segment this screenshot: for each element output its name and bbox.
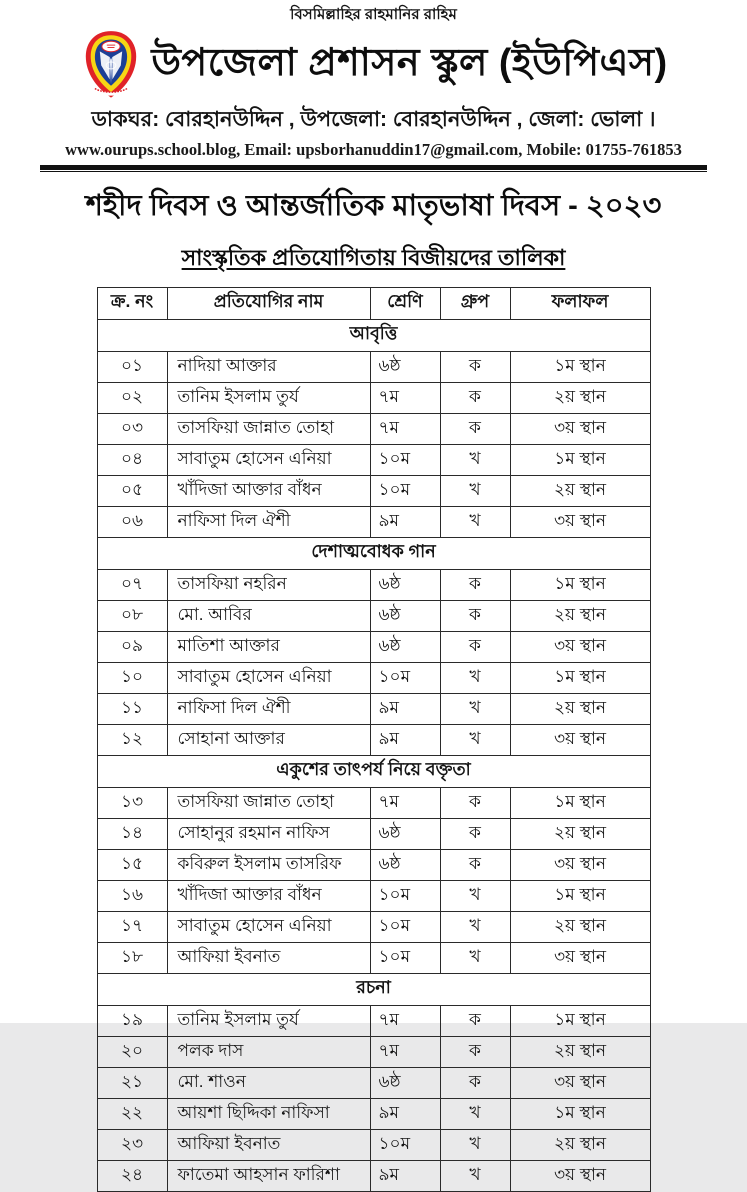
cell-class: ৭ম [370, 788, 440, 819]
cell-class: ১০ম [370, 476, 440, 507]
cell-group: ক [440, 383, 510, 414]
table-row [97, 912, 650, 943]
section-title: একুশের তাৎপর্য নিয়ে বক্তৃতা [97, 756, 650, 788]
cell-class: ৯ম [370, 1099, 440, 1130]
cell-result: ২য় স্থান [510, 694, 650, 725]
cell-name: মো. আবির [167, 601, 370, 632]
letterhead [0, 0, 747, 160]
cell-class: ১০ম [370, 445, 440, 476]
cell-class: ৭ম [370, 414, 440, 445]
column-header: ফলাফল [510, 288, 650, 320]
cell-result: ২য় স্থান [510, 1037, 650, 1068]
table-row [97, 943, 650, 974]
cell-class: ১০ম [370, 1130, 440, 1161]
cell-result: ১ম স্থান [510, 663, 650, 694]
cell-result: ২য় স্থান [510, 912, 650, 943]
cell-name: সাবাতুম হোসেন এনিয়া [167, 445, 370, 476]
cell-group: ক [440, 414, 510, 445]
cell-serial: ০৬ [97, 507, 167, 538]
cell-name: মো. শাওন [167, 1068, 370, 1099]
cell-group: খ [440, 1161, 510, 1192]
cell-name: তানিম ইসলাম তুর্য [167, 1006, 370, 1037]
address-line: ডাকঘর: বোরহানউদ্দিন , উপজেলা: বোরহানউদ্দিন , জেলা: ভোলা । [91, 108, 656, 131]
table-row [97, 601, 650, 632]
cell-result: ২য় স্থান [510, 601, 650, 632]
cell-result: ২য় স্থান [510, 1130, 650, 1161]
table-row [97, 352, 650, 383]
cell-name: খাঁদিজা আক্তার বাঁধন [167, 881, 370, 912]
cell-name: সোহানা আক্তার [167, 725, 370, 756]
divider-thick-rule [40, 165, 707, 170]
cell-name: সাবাতুম হোসেন এনিয়া [167, 912, 370, 943]
table-row [97, 1161, 650, 1192]
cell-name: ফাতেমা আহসান ফারিশা [167, 1161, 370, 1192]
cell-class: ৭ম [370, 1006, 440, 1037]
cell-serial: ১৫ [97, 850, 167, 881]
cell-serial: ০৯ [97, 632, 167, 663]
bismillah-line: বিসমিল্লাহির রাহমানির রাহিম [290, 6, 457, 23]
cell-class: ৬ষ্ঠ [370, 570, 440, 601]
cell-name: নাফিসা দিল ঐশী [167, 507, 370, 538]
cell-name: খাঁদিজা আক্তার বাঁধন [167, 476, 370, 507]
cell-serial: ০২ [97, 383, 167, 414]
cell-result: ২য় স্থান [510, 476, 650, 507]
cell-group: খ [440, 476, 510, 507]
cell-group: ক [440, 601, 510, 632]
cell-name: সোহানুর রহমান নাফিস [167, 819, 370, 850]
cell-name: মাতিশা আক্তার [167, 632, 370, 663]
header-divider [40, 165, 707, 172]
cell-name: কবিরুল ইসলাম তাসরিফ [167, 850, 370, 881]
cell-result: ১ম স্থান [510, 352, 650, 383]
column-header: প্রতিযোগির নাম [167, 288, 370, 320]
section-title: আবৃত্তি [97, 320, 650, 352]
cell-serial: ১৩ [97, 788, 167, 819]
table-row [97, 788, 650, 819]
cell-result: ২য় স্থান [510, 383, 650, 414]
cell-result: ৩য় স্থান [510, 1068, 650, 1099]
section-header-row [97, 756, 650, 788]
cell-result: ৩য় স্থান [510, 632, 650, 663]
cell-class: ৭ম [370, 383, 440, 414]
cell-serial: ২৪ [97, 1161, 167, 1192]
table-row [97, 725, 650, 756]
cell-group: ক [440, 1068, 510, 1099]
cell-name: আফিয়া ইবনাত [167, 943, 370, 974]
section-title: দেশাত্মবোধক গান [97, 538, 650, 570]
cell-serial: ০৭ [97, 570, 167, 601]
table-row [97, 663, 650, 694]
table-row [97, 850, 650, 881]
cell-class: ৭ম [370, 1037, 440, 1068]
document-title: শহীদ দিবস ও আন্তর্জাতিক মাতৃভাষা দিবস - ২০২৩ [85, 190, 662, 223]
cell-result: ১ম স্থান [510, 1006, 650, 1037]
cell-serial: ২৩ [97, 1130, 167, 1161]
cell-class: ৬ষ্ঠ [370, 850, 440, 881]
cell-result: ৩য় স্থান [510, 507, 650, 538]
cell-group: খ [440, 1099, 510, 1130]
table-row [97, 414, 650, 445]
school-logo-icon [79, 29, 143, 99]
cell-name: তাসফিয়া জান্নাত তোহা [167, 414, 370, 445]
cell-class: ৯ম [370, 507, 440, 538]
cell-serial: ১৬ [97, 881, 167, 912]
cell-class: ৯ম [370, 725, 440, 756]
cell-class: ১০ম [370, 912, 440, 943]
cell-serial: ২১ [97, 1068, 167, 1099]
section-header-row [97, 538, 650, 570]
results-table [97, 287, 651, 1192]
cell-result: ৩য় স্থান [510, 414, 650, 445]
cell-class: ৬ষ্ঠ [370, 352, 440, 383]
table-row [97, 694, 650, 725]
column-header: শ্রেণি [370, 288, 440, 320]
cell-name: আফিয়া ইবনাত [167, 1130, 370, 1161]
cell-name: তাসফিয়া জান্নাত তোহা [167, 788, 370, 819]
cell-serial: ২২ [97, 1099, 167, 1130]
cell-serial: ২০ [97, 1037, 167, 1068]
cell-serial: ১৮ [97, 943, 167, 974]
cell-serial: ১০ [97, 663, 167, 694]
cell-group: খ [440, 881, 510, 912]
table-row [97, 1068, 650, 1099]
cell-class: ১০ম [370, 881, 440, 912]
table-row [97, 819, 650, 850]
cell-name: আয়শা ছিদ্দিকা নাফিসা [167, 1099, 370, 1130]
table-row [97, 383, 650, 414]
cell-group: ক [440, 788, 510, 819]
cell-group: খ [440, 1130, 510, 1161]
table-row [97, 1130, 650, 1161]
cell-result: ২য় স্থান [510, 819, 650, 850]
cell-serial: ০৫ [97, 476, 167, 507]
table-row [97, 445, 650, 476]
cell-serial: ০১ [97, 352, 167, 383]
cell-group: ক [440, 1037, 510, 1068]
cell-name: নাফিসা দিল ঐশী [167, 694, 370, 725]
cell-group: খ [440, 694, 510, 725]
cell-group: খ [440, 445, 510, 476]
cell-class: ৯ম [370, 1161, 440, 1192]
table-row [97, 1006, 650, 1037]
cell-class: ৬ষ্ঠ [370, 819, 440, 850]
cell-serial: ১২ [97, 725, 167, 756]
cell-class: ৯ম [370, 694, 440, 725]
cell-result: ১ম স্থান [510, 881, 650, 912]
cell-group: খ [440, 943, 510, 974]
table-row [97, 507, 650, 538]
table-row [97, 632, 650, 663]
cell-result: ৩য় স্থান [510, 850, 650, 881]
divider-thin-rule [40, 171, 707, 172]
cell-class: ৬ষ্ঠ [370, 1068, 440, 1099]
cell-group: ক [440, 570, 510, 601]
school-name: উপজেলা প্রশাসন স্কুল (ইউপিএস) [151, 42, 668, 85]
cell-result: ১ম স্থান [510, 570, 650, 601]
cell-group: খ [440, 725, 510, 756]
cell-group: ক [440, 819, 510, 850]
section-title: রচনা [97, 974, 650, 1006]
table-header-row [97, 288, 650, 320]
cell-serial: ০৩ [97, 414, 167, 445]
document-subtitle: সাংস্কৃতিক প্রতিযোগিতায় বিজীয়দের তালিকা [181, 245, 566, 271]
cell-serial: ১৪ [97, 819, 167, 850]
cell-result: ১ম স্থান [510, 445, 650, 476]
cell-class: ১০ম [370, 943, 440, 974]
cell-name: তাসফিয়া নহরিন [167, 570, 370, 601]
cell-group: খ [440, 507, 510, 538]
section-header-row [97, 320, 650, 352]
cell-serial: ০৪ [97, 445, 167, 476]
cell-result: ১ম স্থান [510, 1099, 650, 1130]
cell-name: পলক দাস [167, 1037, 370, 1068]
cell-result: ১ম স্থান [510, 788, 650, 819]
school-title-row [0, 29, 747, 99]
column-header: গ্রুপ [440, 288, 510, 320]
cell-name: সাবাতুম হোসেন এনিয়া [167, 663, 370, 694]
cell-class: ৬ষ্ঠ [370, 632, 440, 663]
section-header-row [97, 974, 650, 1006]
cell-group: ক [440, 1006, 510, 1037]
cell-serial: ১১ [97, 694, 167, 725]
cell-result: ৩য় স্থান [510, 725, 650, 756]
contact-line: www.ourups.school.blog, Email: upsborhanuddin17@gmail.com, Mobile: 01755-761853 [65, 140, 682, 159]
cell-group: খ [440, 912, 510, 943]
table-row [97, 881, 650, 912]
table-row [97, 570, 650, 601]
cell-group: ক [440, 632, 510, 663]
cell-serial: ১৭ [97, 912, 167, 943]
cell-name: তানিম ইসলাম তুর্য [167, 383, 370, 414]
column-header: ক্র. নং [97, 288, 167, 320]
cell-serial: ০৮ [97, 601, 167, 632]
cell-result: ৩য় স্থান [510, 943, 650, 974]
table-row [97, 476, 650, 507]
cell-group: ক [440, 850, 510, 881]
cell-class: ১০ম [370, 663, 440, 694]
cell-result: ৩য় স্থান [510, 1161, 650, 1192]
cell-serial: ১৯ [97, 1006, 167, 1037]
cell-group: ক [440, 352, 510, 383]
cell-class: ৬ষ্ঠ [370, 601, 440, 632]
cell-group: খ [440, 663, 510, 694]
cell-name: নাদিয়া আক্তার [167, 352, 370, 383]
table-row [97, 1037, 650, 1068]
table-row [97, 1099, 650, 1130]
